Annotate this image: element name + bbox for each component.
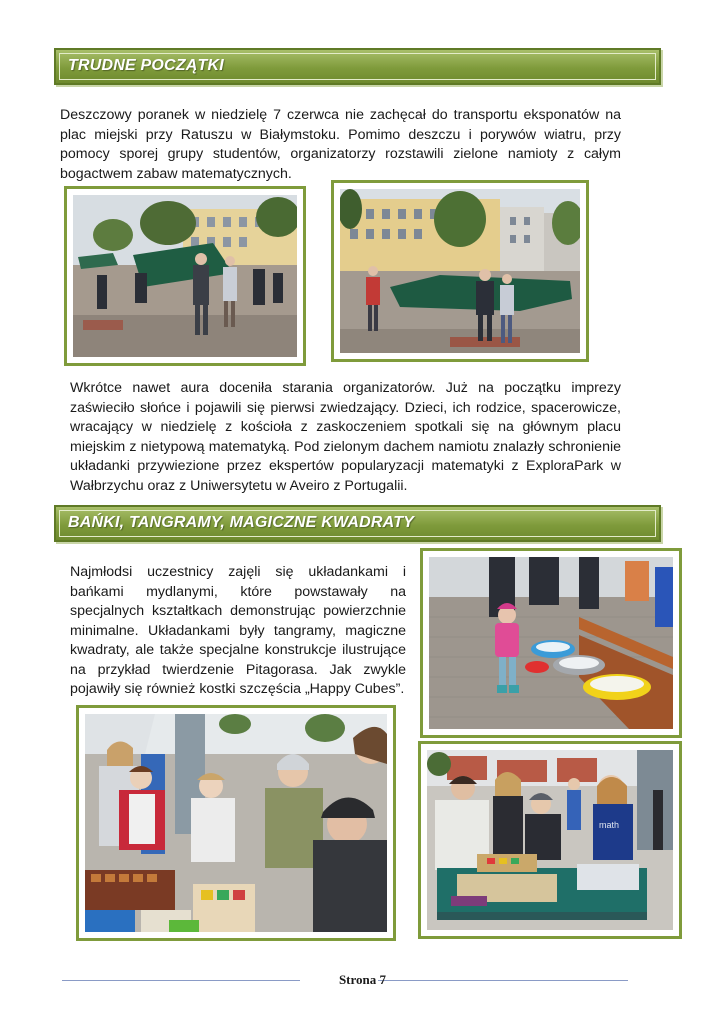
photo-tent-setup — [64, 186, 306, 366]
paragraph-intro: Deszczowy poranek w niedzielę 7 czerwca nie zachęcał do transportu eksponatów na plac miejski przy Ratuszu w Białymstoku. Pomimo deszczu i porywów wiatru, przy pomocy sporej grupy studentów, organizatorzy rozstawili zielone namioty z całym bogactwem zabaw matematycznych. — [60, 107, 621, 182]
section-title: BAŃKI, TANGRAMY, MAGICZNE KWADRATY — [68, 514, 415, 531]
photo-child-bubbles — [420, 548, 682, 738]
section-title: TRUDNE POCZĄTKI — [68, 57, 224, 74]
paragraph-weather-improves: Wkrótce nawet aura doceniła starania organizatorów. Już na początku imprezy zaświeciło słońce i pojawili się pierwsi zwiedzający. Dzieci, ich rodzice, spacerowicze, wracający w niedzielę z kościoła z zaskoczeniem spotkali się na głównym placu miejskim z nietypową matematyką. Pod zielonym dachem namiotu znalazły schronienie układanki przywiezione przez ekspertów popularyzacji matematyki z ExploraPark w Wałbrzychu oraz z Uniwersytetu w Aveiro z Portugalii. — [70, 380, 621, 494]
section-header-trudne-poczatki — [54, 48, 661, 85]
section-header-banki-tangramy — [54, 505, 661, 542]
photo-table-puzzles — [418, 741, 682, 939]
shirt-print-text: math — [599, 820, 620, 830]
page-number: Strona 7 — [338, 972, 387, 987]
photo-kids-puzzles — [76, 705, 396, 941]
paragraph-activities: Najmłodsi uczestnicy zajęli się układankami i bańkami mydlanymi, które powstawały na specjalnych kształtkach demonstrując powierzchnie minimalne. Układankami były tangramy, magiczne kwadraty, ale także specjalne konstrukcje ilustrujące na przykład twierdzenie Pitagorasa. Jak zwykle pojawiły się również kostki szczęścia „Happy Cubes”. — [70, 564, 406, 697]
photo-tent-ground — [331, 180, 589, 362]
